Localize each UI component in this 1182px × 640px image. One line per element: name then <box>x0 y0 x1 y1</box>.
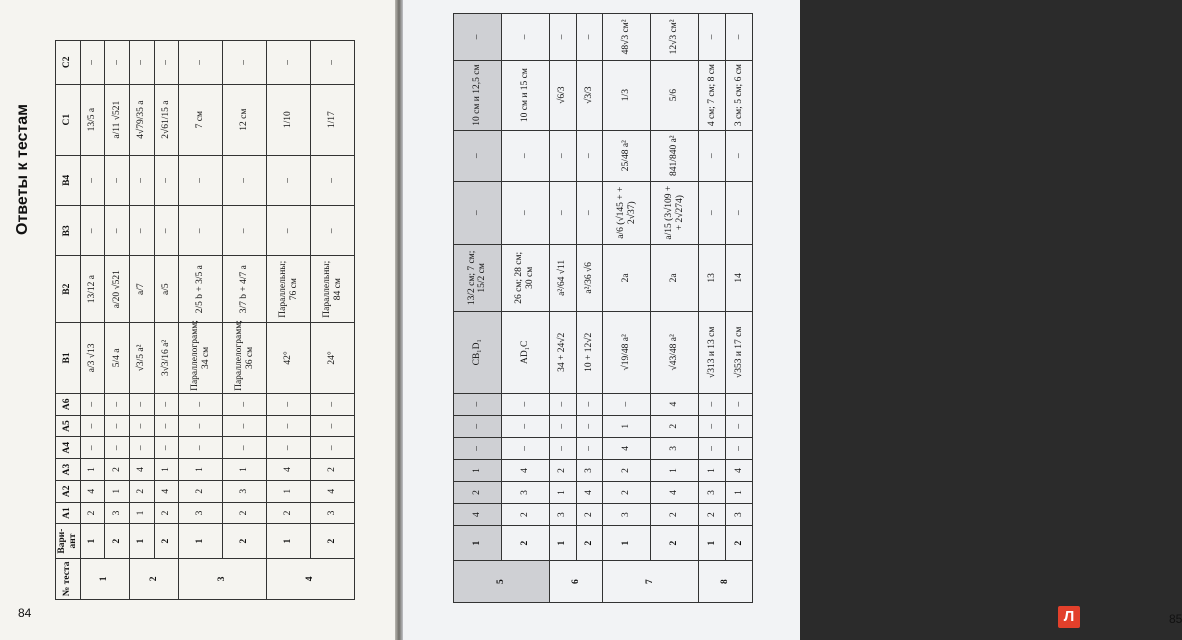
answer-cell: 1 <box>454 459 502 481</box>
answer-cell: – <box>267 437 311 459</box>
answer-cell: 4 <box>267 459 311 481</box>
answer-cell: 1 <box>699 459 726 481</box>
answer-cell: 10 + 12√2 <box>576 312 603 393</box>
answer-cell: – <box>726 437 753 459</box>
answer-cell: Параллельны; 76 см <box>267 256 311 322</box>
answer-cell: – <box>501 130 549 181</box>
answer-cell: 3 <box>223 480 267 502</box>
answer-cell: – <box>105 437 130 459</box>
answer-cell: – <box>501 437 549 459</box>
variant-cell: 1 <box>699 526 726 561</box>
header-test: № теста <box>56 558 81 599</box>
answer-cell: – <box>130 155 155 205</box>
answer-cell: 3 <box>576 459 603 481</box>
page-number-right: 85 <box>1169 612 1182 626</box>
answer-cell: Параллелограмм; 36 см <box>223 322 267 393</box>
answer-cell: 2 <box>454 481 502 503</box>
answer-cell: √43/48 a² <box>651 312 699 393</box>
answer-cell: – <box>726 393 753 415</box>
variant-cell: 1 <box>80 524 105 558</box>
answer-cell: a/20 √521 <box>105 256 130 322</box>
answer-cell: 3 <box>549 504 576 526</box>
answer-cell: Параллельны; 84 см <box>311 256 355 322</box>
answer-cell: – <box>130 415 155 437</box>
answer-cell: 26 см; 28 см; 30 см <box>501 244 549 312</box>
answer-cell: – <box>549 437 576 459</box>
answer-cell: a/11 √521 <box>105 84 130 155</box>
answer-cell: 34 + 24√2 <box>549 312 576 393</box>
left-page <box>0 0 395 640</box>
table-row <box>603 14 651 603</box>
variant-cell: 1 <box>267 524 311 558</box>
left-table-wrapper <box>55 40 355 600</box>
answer-cell: 2 <box>603 459 651 481</box>
answer-cell: – <box>105 393 130 415</box>
answer-cell: 2 <box>311 459 355 481</box>
answer-cell: – <box>179 393 223 415</box>
answer-cell: 1 <box>726 481 753 503</box>
answer-cell: 24° <box>311 322 355 393</box>
answer-cell: 1/3 <box>603 60 651 130</box>
table-row <box>501 14 549 603</box>
variant-cell: 2 <box>726 526 753 561</box>
answer-cell: – <box>179 155 223 205</box>
answer-cell: – <box>311 41 355 85</box>
answer-cell: – <box>576 130 603 181</box>
answer-cell: – <box>130 41 155 85</box>
answer-cell: 1 <box>549 481 576 503</box>
answer-cell: – <box>105 41 130 85</box>
variant-cell: 1 <box>454 526 502 561</box>
answer-cell: – <box>154 393 179 415</box>
answer-cell: 2 <box>603 481 651 503</box>
answer-cell: – <box>699 415 726 437</box>
answer-cell: – <box>130 206 155 256</box>
answer-cell: 2a <box>651 244 699 312</box>
answer-cell: – <box>130 437 155 459</box>
answer-cell: 2 <box>223 502 267 524</box>
table-row <box>223 41 267 600</box>
answer-cell: – <box>454 437 502 459</box>
answer-cell: – <box>105 206 130 256</box>
answer-cell: 13/5 a <box>80 84 105 155</box>
answer-cell: √3/3 <box>576 60 603 130</box>
header-a3: A3 <box>56 459 81 481</box>
answer-cell: – <box>549 415 576 437</box>
answer-cell: 7 см <box>179 84 223 155</box>
answer-cell: – <box>267 155 311 205</box>
answer-cell: – <box>454 181 502 244</box>
answer-cell: – <box>576 181 603 244</box>
answer-cell: – <box>267 415 311 437</box>
answer-cell: – <box>311 415 355 437</box>
table-header-row <box>56 41 81 600</box>
answer-cell: 1 <box>223 459 267 481</box>
answer-cell: – <box>501 14 549 61</box>
table-row <box>179 41 223 600</box>
answer-cell: 2 <box>130 480 155 502</box>
answer-cell: – <box>549 393 576 415</box>
answer-cell: 4√79/35 a <box>130 84 155 155</box>
answer-cell: – <box>179 206 223 256</box>
page-heading: Ответы к тестам <box>14 104 31 235</box>
variant-cell: 2 <box>311 524 355 558</box>
answer-cell: 4 <box>130 459 155 481</box>
answer-cell: 2a <box>603 244 651 312</box>
table-row <box>80 41 105 600</box>
answer-cell: – <box>154 155 179 205</box>
answer-cell: a/7 <box>130 256 155 322</box>
table-row <box>726 14 753 603</box>
variant-cell: 1 <box>603 526 651 561</box>
answer-cell: 4 <box>651 481 699 503</box>
test-number-cell: 3 <box>179 558 267 599</box>
answer-cell: 1 <box>105 480 130 502</box>
answer-cell: – <box>223 393 267 415</box>
answer-cell: – <box>699 14 726 61</box>
variant-cell: 2 <box>223 524 267 558</box>
variant-cell: 2 <box>576 526 603 561</box>
test-number-cell: 5 <box>454 561 550 603</box>
answer-cell: a/6 (√145 + + 2√37) <box>603 181 651 244</box>
table-row <box>311 41 355 600</box>
answer-cell: 4 <box>311 480 355 502</box>
answer-cell: 4 <box>454 504 502 526</box>
answer-cell: – <box>105 415 130 437</box>
answer-cell: 1 <box>603 415 651 437</box>
test-number-cell: 6 <box>549 561 603 603</box>
variant-cell: 2 <box>154 524 179 558</box>
answer-cell: – <box>311 437 355 459</box>
answer-cell: √6/3 <box>549 60 576 130</box>
answer-cell: – <box>154 437 179 459</box>
answer-cell: 5/6 <box>651 60 699 130</box>
answer-cell: 1 <box>179 459 223 481</box>
answer-cell: 48√3 см² <box>603 14 651 61</box>
answer-cell: 3/7 b + 4/7 a <box>223 256 267 322</box>
test-number-cell: 2 <box>130 558 179 599</box>
answer-cell: 3 см; 5 см; 6 см <box>726 60 753 130</box>
answer-cell: 2 <box>699 504 726 526</box>
answer-cell: AD₁C <box>501 312 549 393</box>
header-b3: B3 <box>56 206 81 256</box>
answer-cell: 3 <box>699 481 726 503</box>
answer-cell: 1 <box>154 459 179 481</box>
table-row <box>105 41 130 600</box>
header-a6: A6 <box>56 393 81 415</box>
answer-cell: 1/10 <box>267 84 311 155</box>
test-number-cell: 8 <box>699 561 753 603</box>
answer-cell: – <box>311 155 355 205</box>
answer-cell: 3 <box>603 504 651 526</box>
table-row <box>699 14 726 603</box>
answer-cell: 1 <box>80 459 105 481</box>
answer-cell: – <box>80 155 105 205</box>
answer-cell: 4 <box>726 459 753 481</box>
answer-cell: – <box>603 393 651 415</box>
answer-cell: – <box>501 181 549 244</box>
header-a5: A5 <box>56 415 81 437</box>
answer-cell: – <box>154 415 179 437</box>
header-a2: A2 <box>56 480 81 502</box>
answer-cell: 4 <box>154 480 179 502</box>
answer-cell: – <box>576 393 603 415</box>
variant-cell: 2 <box>105 524 130 558</box>
answer-cell: – <box>311 393 355 415</box>
answer-cell: 2 <box>105 459 130 481</box>
answer-cell: – <box>576 14 603 61</box>
answer-cell: – <box>80 393 105 415</box>
answer-cell: 3 <box>651 437 699 459</box>
answer-cell: 4 <box>576 481 603 503</box>
header-variant: Вари-ант <box>56 524 81 558</box>
table-row <box>454 14 502 603</box>
test-number-cell: 4 <box>267 558 355 599</box>
answer-cell: 2 <box>154 502 179 524</box>
answer-cell: 1 <box>267 480 311 502</box>
answer-cell: 3 <box>105 502 130 524</box>
answer-cell: – <box>267 41 311 85</box>
variant-cell: 2 <box>501 526 549 561</box>
answer-cell: – <box>726 130 753 181</box>
answer-cell: – <box>130 393 155 415</box>
table-row <box>549 14 576 603</box>
answer-cell: Параллелограмм; 34 см <box>179 322 223 393</box>
right-table-wrapper <box>453 13 753 603</box>
answer-cell: – <box>267 393 311 415</box>
answer-cell: – <box>154 206 179 256</box>
answer-cell: 2√61/15 a <box>154 84 179 155</box>
answer-cell: 1 <box>130 502 155 524</box>
answer-cell: – <box>154 41 179 85</box>
header-c1: C1 <box>56 84 81 155</box>
answer-cell: 3 <box>501 481 549 503</box>
answer-cell: – <box>576 415 603 437</box>
answer-cell: – <box>726 181 753 244</box>
answer-cell: 1 <box>651 459 699 481</box>
answer-cell: – <box>726 14 753 61</box>
answer-cell: – <box>726 415 753 437</box>
answer-cell: 13/12 a <box>80 256 105 322</box>
answer-cell: 12√3 см² <box>651 14 699 61</box>
table-row <box>651 14 699 603</box>
answer-cell: – <box>179 437 223 459</box>
answer-cell: 2 <box>80 502 105 524</box>
header-a4: A4 <box>56 437 81 459</box>
answer-cell: – <box>223 206 267 256</box>
page-number-left: 84 <box>18 606 32 620</box>
table-row <box>130 41 155 600</box>
answer-cell: 2 <box>651 504 699 526</box>
answers-table-left <box>55 40 355 600</box>
answer-cell: – <box>267 206 311 256</box>
answer-cell: √19/48 a² <box>603 312 651 393</box>
answer-cell: 4 <box>651 393 699 415</box>
answer-cell: – <box>179 41 223 85</box>
answer-cell: √353 и 17 см <box>726 312 753 393</box>
answer-cell: – <box>223 437 267 459</box>
answer-cell: – <box>311 206 355 256</box>
answer-cell: CB₁D₁ <box>454 312 502 393</box>
table-row <box>267 41 311 600</box>
answer-cell: – <box>179 415 223 437</box>
answer-cell: 2/5 b + 3/5 a <box>179 256 223 322</box>
answer-cell: 10 см и 15 см <box>501 60 549 130</box>
header-b1: B1 <box>56 322 81 393</box>
answer-cell: – <box>105 155 130 205</box>
answer-cell: 25/48 a² <box>603 130 651 181</box>
answer-cell: – <box>454 415 502 437</box>
answer-cell: 13/2 см; 7 см; 15/2 см <box>454 244 502 312</box>
answer-cell: a²/64 √11 <box>549 244 576 312</box>
answer-cell: – <box>501 415 549 437</box>
answer-cell: – <box>80 437 105 459</box>
answer-cell: 4 <box>80 480 105 502</box>
answer-cell: 2 <box>267 502 311 524</box>
answer-cell: 1/17 <box>311 84 355 155</box>
answer-cell: 4 <box>603 437 651 459</box>
answer-cell: a/5 <box>154 256 179 322</box>
answer-cell: a/3 √13 <box>80 322 105 393</box>
test-number-cell: 1 <box>80 558 129 599</box>
variant-cell: 1 <box>549 526 576 561</box>
table-row <box>154 41 179 600</box>
answer-cell: – <box>576 437 603 459</box>
answer-cell: – <box>549 14 576 61</box>
answer-cell: √313 и 13 см <box>699 312 726 393</box>
answer-cell: a²/36 √6 <box>576 244 603 312</box>
answer-cell: 841/840 a² <box>651 130 699 181</box>
answer-cell: – <box>549 181 576 244</box>
answer-cell: – <box>223 41 267 85</box>
answer-cell: – <box>80 206 105 256</box>
publisher-logo: Л <box>1058 606 1080 628</box>
answer-cell: 2 <box>549 459 576 481</box>
answer-cell: – <box>80 41 105 85</box>
answer-cell: 4 см; 7 см; 8 см <box>699 60 726 130</box>
variant-cell: 1 <box>130 524 155 558</box>
answer-cell: 13 <box>699 244 726 312</box>
answer-cell: 5/4 a <box>105 322 130 393</box>
answer-cell: – <box>699 437 726 459</box>
header-c2: C2 <box>56 41 81 85</box>
book-gutter <box>395 0 403 640</box>
test-number-cell: 7 <box>603 561 699 603</box>
header-b4: B4 <box>56 155 81 205</box>
answer-cell: – <box>699 393 726 415</box>
answer-cell: – <box>454 130 502 181</box>
answer-cell: 42° <box>267 322 311 393</box>
answer-cell: a/15 (3√109 + + 2√274) <box>651 181 699 244</box>
answer-cell: 12 см <box>223 84 267 155</box>
answer-cell: – <box>699 181 726 244</box>
answer-cell: 2 <box>501 504 549 526</box>
answer-cell: – <box>454 393 502 415</box>
answer-cell: 3√3/16 a² <box>154 322 179 393</box>
answer-cell: – <box>223 415 267 437</box>
answer-cell: 2 <box>179 480 223 502</box>
answer-cell: – <box>501 393 549 415</box>
header-a1: A1 <box>56 502 81 524</box>
answer-cell: – <box>699 130 726 181</box>
answer-cell: √3/5 a² <box>130 322 155 393</box>
answer-cell: 4 <box>501 459 549 481</box>
variant-cell: 2 <box>651 526 699 561</box>
answer-cell: – <box>223 155 267 205</box>
answers-table-right <box>453 13 753 603</box>
table-row <box>576 14 603 603</box>
answer-cell: 3 <box>311 502 355 524</box>
answer-cell: 2 <box>576 504 603 526</box>
variant-cell: 1 <box>179 524 223 558</box>
answer-cell: – <box>549 130 576 181</box>
answer-cell: 3 <box>726 504 753 526</box>
answer-cell: 10 см и 12,5 см <box>454 60 502 130</box>
answer-cell: – <box>80 415 105 437</box>
answer-cell: 2 <box>651 415 699 437</box>
answer-cell: 14 <box>726 244 753 312</box>
answer-cell: – <box>454 14 502 61</box>
answer-cell: 3 <box>179 502 223 524</box>
header-b2: B2 <box>56 256 81 322</box>
